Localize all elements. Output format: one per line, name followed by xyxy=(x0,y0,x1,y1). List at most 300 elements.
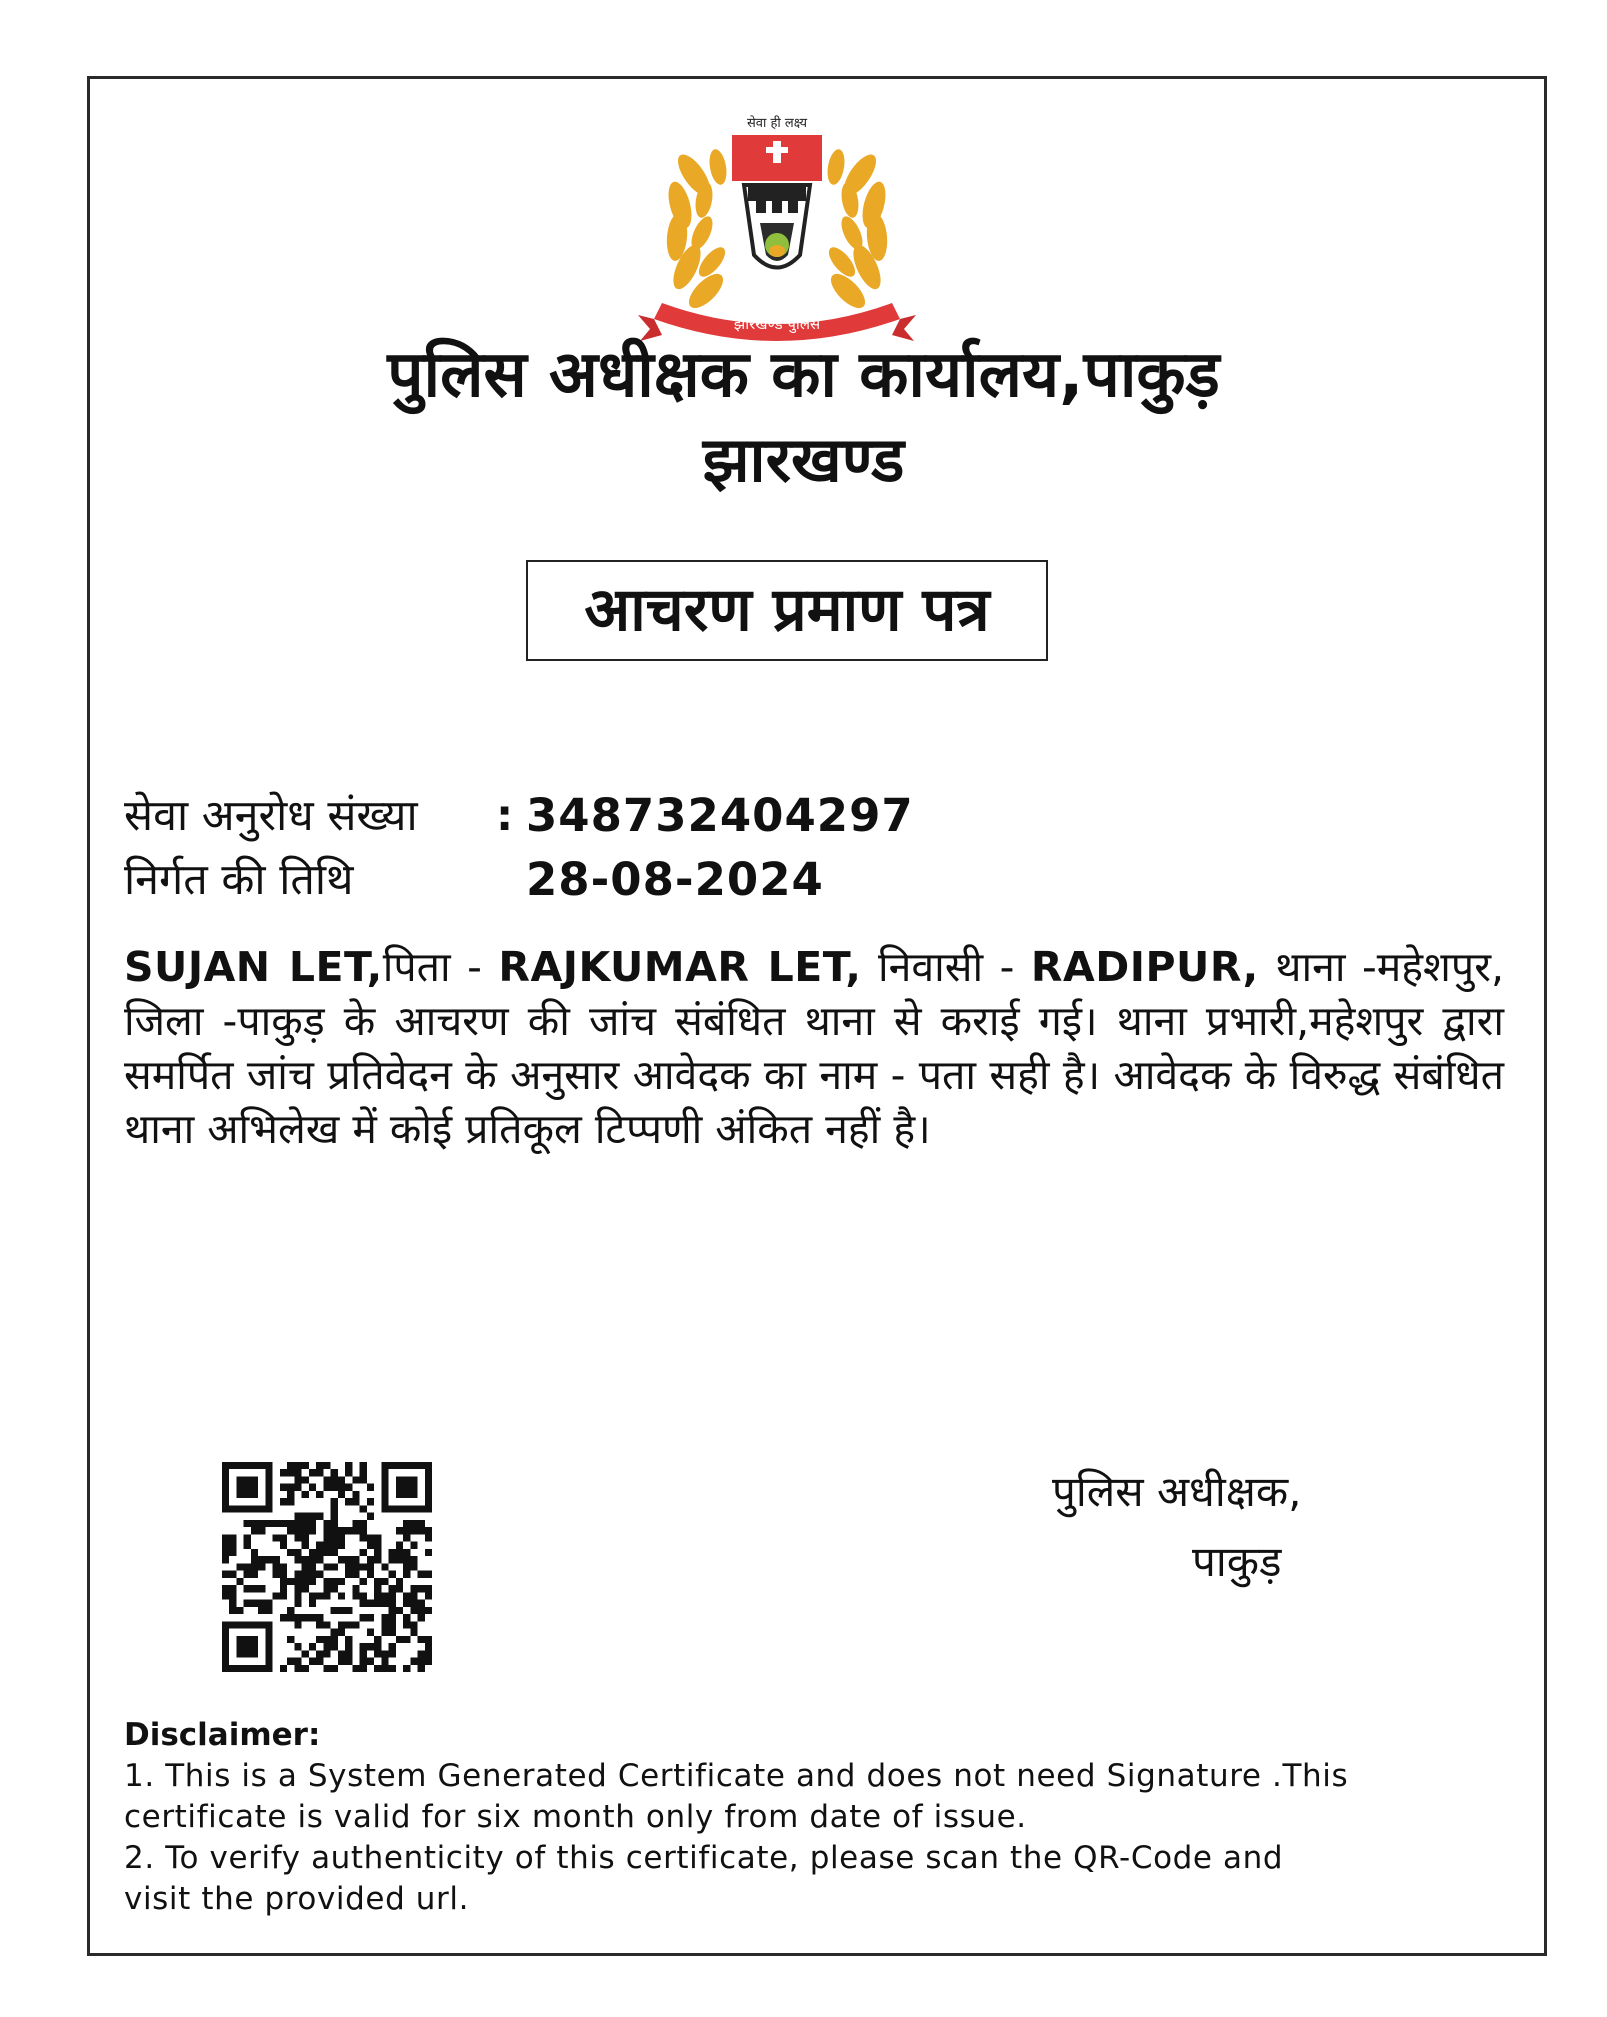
qr-module xyxy=(323,1643,330,1650)
qr-module xyxy=(302,1650,309,1657)
qr-module xyxy=(258,1563,265,1570)
qr-module xyxy=(229,1542,236,1549)
qr-module xyxy=(265,1600,272,1607)
qr-module xyxy=(418,1650,425,1657)
qr-module xyxy=(360,1549,367,1556)
qr-module xyxy=(323,1520,330,1527)
qr-module xyxy=(316,1462,323,1469)
qr-module xyxy=(338,1542,345,1549)
qr-module xyxy=(360,1650,367,1657)
father-label: पिता - xyxy=(382,943,499,991)
qr-module xyxy=(374,1665,381,1672)
qr-module xyxy=(338,1621,345,1628)
qr-module xyxy=(251,1563,258,1570)
qr-module xyxy=(403,1600,410,1607)
qr-module xyxy=(425,1643,432,1650)
qr-module xyxy=(302,1491,309,1498)
qr-module xyxy=(280,1571,287,1578)
qr-module xyxy=(389,1592,396,1599)
qr-module xyxy=(403,1534,410,1541)
qr-module xyxy=(381,1665,388,1672)
qr-module xyxy=(338,1484,345,1491)
qr-module xyxy=(251,1556,258,1563)
qr-module xyxy=(389,1549,396,1556)
qr-module xyxy=(338,1592,345,1599)
qr-module xyxy=(294,1592,301,1599)
qr-module xyxy=(396,1542,403,1549)
qr-module xyxy=(323,1476,330,1483)
qr-module xyxy=(265,1520,272,1527)
qr-module xyxy=(316,1636,323,1643)
qr-module xyxy=(396,1607,403,1614)
qr-module xyxy=(294,1534,301,1541)
qr-module xyxy=(294,1621,301,1628)
office-title: पुलिस अधीक्षक का कार्यालय,पाकुड़ xyxy=(387,338,1220,412)
qr-module xyxy=(273,1534,280,1541)
qr-module xyxy=(229,1585,236,1592)
qr-module xyxy=(316,1650,323,1657)
qr-module xyxy=(410,1527,417,1534)
qr-module xyxy=(294,1484,301,1491)
qr-module xyxy=(374,1534,381,1541)
qr-module xyxy=(251,1571,258,1578)
village-name: RADIPUR, xyxy=(1030,943,1259,991)
qr-module xyxy=(345,1527,352,1534)
qr-module xyxy=(403,1665,410,1672)
emblem-ribbon-text: झारखण्ड पुलिस xyxy=(733,315,821,333)
disclaimer-line-1: 1. This is a System Generated Certificate and does not need Signature .This xyxy=(124,1758,1349,1794)
qr-module xyxy=(244,1520,251,1527)
qr-module xyxy=(309,1614,316,1621)
qr-module xyxy=(331,1607,338,1614)
qr-module xyxy=(403,1621,410,1628)
qr-module xyxy=(309,1592,316,1599)
qr-module xyxy=(374,1585,381,1592)
qr-module xyxy=(367,1571,374,1578)
qr-module xyxy=(345,1650,352,1657)
qr-module xyxy=(331,1643,338,1650)
qr-module xyxy=(309,1549,316,1556)
qr-module xyxy=(338,1476,345,1483)
qr-module xyxy=(381,1600,388,1607)
qr-module xyxy=(403,1614,410,1621)
qr-module xyxy=(418,1636,425,1643)
qr-module xyxy=(360,1462,367,1469)
qr-module xyxy=(338,1491,345,1498)
qr-module xyxy=(323,1549,330,1556)
qr-module xyxy=(251,1527,258,1534)
qr-module xyxy=(316,1556,323,1563)
qr-module xyxy=(389,1607,396,1614)
qr-module xyxy=(273,1571,280,1578)
qr-module xyxy=(418,1520,425,1527)
qr-module xyxy=(258,1556,265,1563)
qr-module xyxy=(222,1542,229,1549)
qr-module xyxy=(309,1643,316,1650)
qr-module xyxy=(410,1563,417,1570)
qr-module xyxy=(338,1629,345,1636)
qr-module xyxy=(309,1563,316,1570)
qr-module xyxy=(345,1556,352,1563)
qr-module xyxy=(273,1520,280,1527)
qr-module xyxy=(331,1527,338,1534)
qr-module xyxy=(280,1578,287,1585)
qr-module xyxy=(338,1556,345,1563)
qr-module xyxy=(345,1621,352,1628)
qr-module xyxy=(367,1513,374,1520)
disclaimer-line-2: certificate is valid for six month only from date of issue. xyxy=(124,1799,1027,1835)
qr-module xyxy=(410,1600,417,1607)
qr-module xyxy=(418,1658,425,1665)
qr-module xyxy=(331,1549,338,1556)
qr-module xyxy=(302,1665,309,1672)
qr-module xyxy=(258,1600,265,1607)
qr-module xyxy=(280,1614,287,1621)
qr-module xyxy=(410,1585,417,1592)
request-number-colon: : xyxy=(496,791,514,841)
qr-module xyxy=(244,1563,251,1570)
qr-module xyxy=(396,1527,403,1534)
qr-module xyxy=(396,1578,403,1585)
qr-module xyxy=(222,1556,229,1563)
qr-module xyxy=(367,1498,374,1505)
qr-module xyxy=(396,1585,403,1592)
qr-module xyxy=(360,1505,367,1512)
qr-module xyxy=(338,1534,345,1541)
qr-module xyxy=(302,1476,309,1483)
qr-module xyxy=(367,1556,374,1563)
qr-module xyxy=(381,1578,388,1585)
qr-module xyxy=(403,1571,410,1578)
qr-module xyxy=(229,1592,236,1599)
qr-module xyxy=(251,1520,258,1527)
qr-module xyxy=(403,1520,410,1527)
qr-module xyxy=(294,1476,301,1483)
qr-module xyxy=(244,1571,251,1578)
qr-module xyxy=(258,1585,265,1592)
qr-module xyxy=(374,1643,381,1650)
qr-module xyxy=(381,1650,388,1657)
qr-module xyxy=(389,1571,396,1578)
qr-module xyxy=(280,1592,287,1599)
qr-module xyxy=(352,1476,359,1483)
qr-module xyxy=(323,1578,330,1585)
qr-module xyxy=(374,1556,381,1563)
qr-module xyxy=(374,1549,381,1556)
qr-module xyxy=(294,1527,301,1534)
issue-date-label: निर्गत की तिथि xyxy=(124,855,354,905)
issue-date-value: 28-08-2024 xyxy=(526,853,824,906)
qr-module xyxy=(302,1462,309,1469)
qr-module xyxy=(302,1585,309,1592)
qr-module xyxy=(273,1556,280,1563)
qr-module xyxy=(244,1585,251,1592)
qr-module xyxy=(316,1469,323,1476)
qr-module xyxy=(331,1498,338,1505)
request-number-row xyxy=(124,788,914,844)
qr-module xyxy=(229,1549,236,1556)
qr-module xyxy=(367,1658,374,1665)
qr-module xyxy=(425,1636,432,1643)
qr-module xyxy=(345,1636,352,1643)
qr-module xyxy=(352,1527,359,1534)
qr-module xyxy=(309,1469,316,1476)
qr-module xyxy=(418,1607,425,1614)
qr-module xyxy=(273,1563,280,1570)
qr-module xyxy=(403,1549,410,1556)
qr-module xyxy=(374,1650,381,1657)
disclaimer-line-3: 2. To verify authenticity of this certificate, please scan the QR-Code and xyxy=(124,1840,1284,1876)
qr-module xyxy=(352,1563,359,1570)
qr-module xyxy=(258,1520,265,1527)
qr-module xyxy=(381,1563,388,1570)
qr-module xyxy=(302,1513,309,1520)
qr-module xyxy=(294,1513,301,1520)
qr-module xyxy=(352,1621,359,1628)
qr-module xyxy=(345,1462,352,1469)
qr-module xyxy=(360,1469,367,1476)
qr-module xyxy=(222,1571,229,1578)
qr-module xyxy=(374,1592,381,1599)
qr-module xyxy=(345,1643,352,1650)
qr-module xyxy=(316,1542,323,1549)
qr-module xyxy=(360,1614,367,1621)
qr-module xyxy=(294,1520,301,1527)
qr-code-icon[interactable] xyxy=(222,1462,432,1672)
qr-module xyxy=(331,1534,338,1541)
qr-module xyxy=(287,1469,294,1476)
issue-date-row xyxy=(124,852,824,908)
qr-module xyxy=(389,1650,396,1657)
qr-module xyxy=(389,1600,396,1607)
qr-module xyxy=(389,1621,396,1628)
qr-module xyxy=(425,1571,432,1578)
qr-module xyxy=(345,1658,352,1665)
certificate-title: आचरण प्रमाण पत्र xyxy=(526,560,1048,661)
qr-module xyxy=(345,1571,352,1578)
qr-module xyxy=(287,1462,294,1469)
qr-module xyxy=(309,1513,316,1520)
qr-module xyxy=(331,1578,338,1585)
qr-module xyxy=(410,1592,417,1599)
qr-module xyxy=(323,1462,330,1469)
qr-module xyxy=(309,1658,316,1665)
qr-module xyxy=(410,1621,417,1628)
qr-module xyxy=(331,1469,338,1476)
qr-module xyxy=(381,1614,388,1621)
qr-module xyxy=(309,1520,316,1527)
qr-module xyxy=(302,1578,309,1585)
qr-module xyxy=(229,1600,236,1607)
qr-module xyxy=(345,1484,352,1491)
qr-module xyxy=(352,1520,359,1527)
qr-module xyxy=(280,1498,287,1505)
qr-module xyxy=(410,1542,417,1549)
qr-module xyxy=(360,1520,367,1527)
qr-module xyxy=(389,1614,396,1621)
qr-module xyxy=(345,1498,352,1505)
qr-module xyxy=(287,1636,294,1643)
signatory-block xyxy=(1052,1462,1301,1592)
qr-module xyxy=(403,1556,410,1563)
qr-module xyxy=(425,1607,432,1614)
qr-module xyxy=(367,1484,374,1491)
request-number-label: सेवा अनुरोध संख्या xyxy=(124,791,418,841)
qr-module xyxy=(352,1571,359,1578)
qr-module xyxy=(410,1520,417,1527)
qr-module xyxy=(367,1563,374,1570)
qr-module xyxy=(367,1534,374,1541)
qr-module xyxy=(360,1563,367,1570)
qr-module xyxy=(331,1585,338,1592)
qr-module xyxy=(360,1665,367,1672)
qr-module xyxy=(309,1600,316,1607)
qr-module xyxy=(381,1629,388,1636)
qr-module xyxy=(265,1556,272,1563)
qr-module xyxy=(352,1592,359,1599)
qr-module xyxy=(360,1578,367,1585)
qr-module xyxy=(323,1585,330,1592)
qr-module xyxy=(244,1534,251,1541)
qr-module xyxy=(222,1549,229,1556)
qr-module xyxy=(389,1629,396,1636)
qr-module xyxy=(338,1658,345,1665)
qr-module xyxy=(280,1520,287,1527)
qr-module xyxy=(410,1556,417,1563)
qr-module xyxy=(360,1600,367,1607)
qr-module xyxy=(418,1600,425,1607)
disclaimer-title: Disclaimer: xyxy=(124,1717,321,1753)
qr-module xyxy=(418,1585,425,1592)
qr-module xyxy=(367,1629,374,1636)
qr-module xyxy=(331,1476,338,1483)
jharkhand-police-emblem-icon xyxy=(632,105,922,345)
qr-module xyxy=(323,1534,330,1541)
qr-module xyxy=(280,1542,287,1549)
qr-module xyxy=(323,1650,330,1657)
qr-module xyxy=(381,1592,388,1599)
qr-module xyxy=(294,1665,301,1672)
qr-module xyxy=(331,1484,338,1491)
qr-module xyxy=(287,1658,294,1665)
qr-module xyxy=(374,1600,381,1607)
qr-module xyxy=(309,1571,316,1578)
qr-module xyxy=(323,1636,330,1643)
qr-module xyxy=(425,1534,432,1541)
emblem-motto: सेवा ही लक्ष्य xyxy=(746,116,808,131)
qr-module xyxy=(352,1585,359,1592)
qr-module xyxy=(367,1614,374,1621)
qr-module xyxy=(280,1469,287,1476)
qr-module xyxy=(294,1600,301,1607)
qr-module xyxy=(316,1592,323,1599)
qr-module xyxy=(331,1505,338,1512)
qr-module xyxy=(222,1534,229,1541)
qr-module xyxy=(222,1592,229,1599)
qr-module xyxy=(280,1534,287,1541)
certificate-body xyxy=(124,940,1504,1156)
qr-module xyxy=(258,1607,265,1614)
qr-module xyxy=(403,1527,410,1534)
qr-module xyxy=(418,1571,425,1578)
qr-module xyxy=(302,1542,309,1549)
qr-module xyxy=(316,1513,323,1520)
qr-module xyxy=(302,1520,309,1527)
qr-module xyxy=(323,1484,330,1491)
qr-module xyxy=(302,1571,309,1578)
qr-module xyxy=(229,1534,236,1541)
qr-module xyxy=(316,1658,323,1665)
qr-module xyxy=(309,1578,316,1585)
qr-module xyxy=(338,1607,345,1614)
qr-module xyxy=(360,1476,367,1483)
qr-module xyxy=(316,1621,323,1628)
qr-module xyxy=(331,1563,338,1570)
qr-module xyxy=(374,1636,381,1643)
qr-module xyxy=(374,1578,381,1585)
applicant-name: SUJAN LET, xyxy=(124,943,383,991)
qr-module xyxy=(418,1614,425,1621)
qr-module xyxy=(425,1592,432,1599)
qr-module xyxy=(280,1665,287,1672)
qr-module xyxy=(287,1614,294,1621)
qr-module xyxy=(323,1621,330,1628)
qr-module xyxy=(360,1534,367,1541)
qr-module xyxy=(302,1614,309,1621)
qr-module xyxy=(287,1607,294,1614)
qr-module xyxy=(302,1527,309,1534)
qr-module xyxy=(294,1658,301,1665)
qr-module xyxy=(323,1527,330,1534)
qr-module xyxy=(273,1592,280,1599)
qr-module xyxy=(258,1527,265,1534)
qr-module xyxy=(425,1658,432,1665)
qr-module xyxy=(229,1607,236,1614)
qr-module xyxy=(280,1484,287,1491)
qr-module xyxy=(222,1585,229,1592)
qr-module xyxy=(229,1571,236,1578)
qr-module xyxy=(345,1563,352,1570)
qr-module xyxy=(294,1556,301,1563)
qr-module xyxy=(352,1491,359,1498)
state-title: झारखण्ड xyxy=(702,423,905,496)
qr-module xyxy=(323,1542,330,1549)
qr-module xyxy=(331,1665,338,1672)
father-name: RAJKUMAR LET, xyxy=(498,943,862,991)
qr-module xyxy=(396,1556,403,1563)
qr-module xyxy=(389,1585,396,1592)
qr-module xyxy=(294,1549,301,1556)
qr-module xyxy=(294,1469,301,1476)
qr-module xyxy=(265,1607,272,1614)
qr-module xyxy=(345,1607,352,1614)
qr-module xyxy=(280,1585,287,1592)
qr-module xyxy=(360,1592,367,1599)
qr-module xyxy=(316,1614,323,1621)
qr-module xyxy=(244,1542,251,1549)
qr-module xyxy=(360,1527,367,1534)
qr-module xyxy=(410,1629,417,1636)
qr-module xyxy=(302,1534,309,1541)
qr-module xyxy=(294,1614,301,1621)
qr-module xyxy=(251,1600,258,1607)
qr-module xyxy=(367,1600,374,1607)
qr-module xyxy=(345,1469,352,1476)
qr-module xyxy=(352,1498,359,1505)
qr-module xyxy=(425,1549,432,1556)
qr-module xyxy=(287,1484,294,1491)
resident-label: निवासी - xyxy=(861,943,1031,991)
